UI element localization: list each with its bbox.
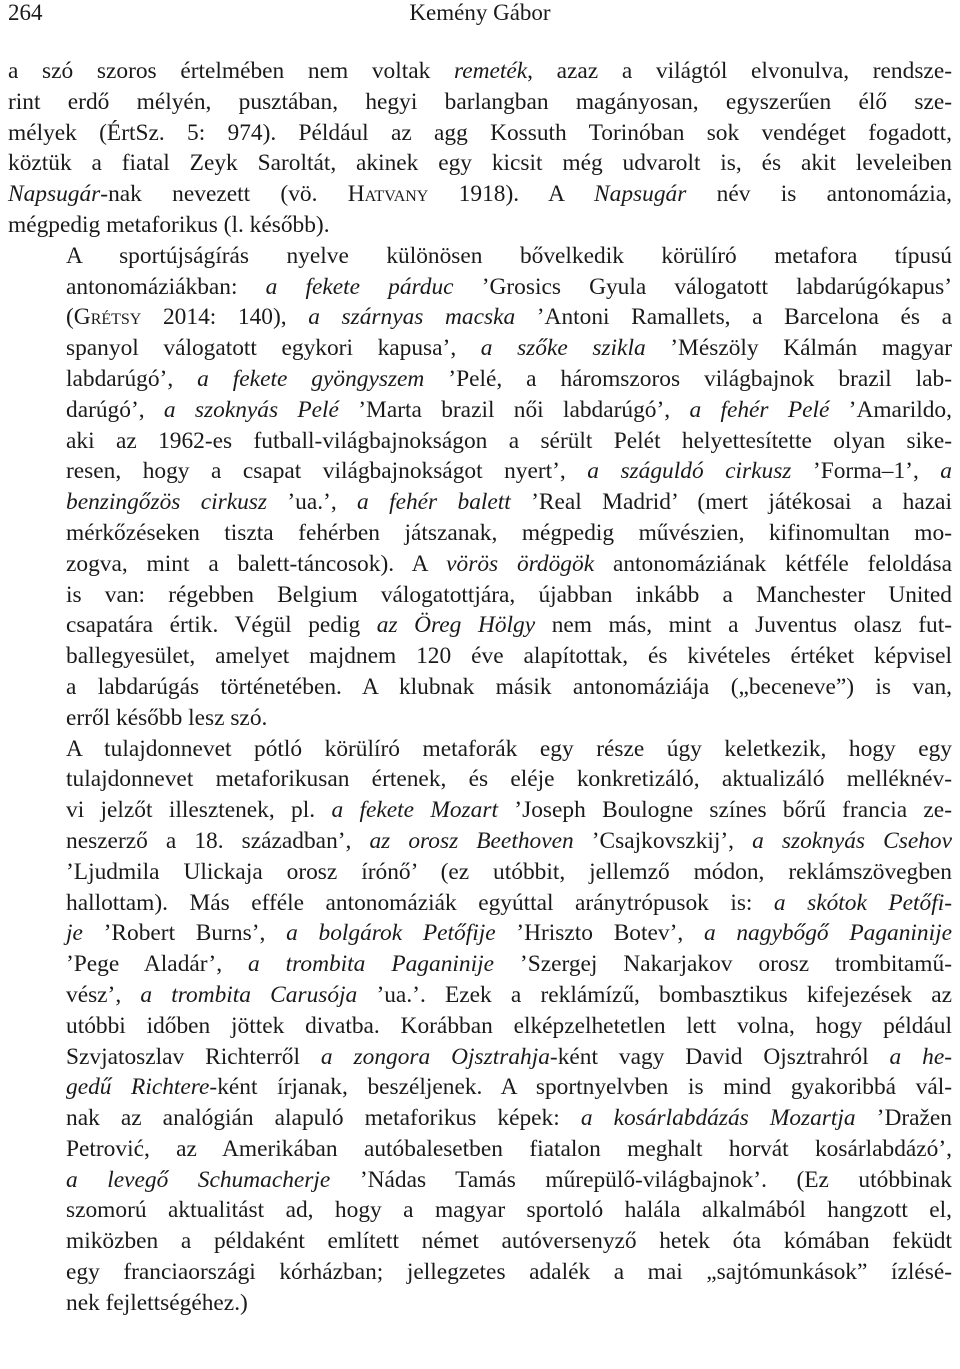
page-number: 264 — [8, 0, 43, 25]
text-line — [8, 1288, 952, 1319]
text-run: ’Csajkovszkij’, — [573, 827, 753, 854]
text-line — [8, 426, 952, 457]
italic-term: az Öreg Hölgy — [376, 612, 536, 639]
text-run: ’Hriszto Botev’, — [495, 920, 704, 947]
text-run: nek fejlettségéhez.) — [66, 1289, 248, 1316]
text-run: antonomáziának kétféle feloldása — [594, 550, 952, 577]
text-run: köztük a fiatal Zeyk Saroltát, akinek egy kicsit még udvarolt is, és akit leveleiben — [8, 150, 952, 177]
text-run: ’Joseph Boulogne színes bőrű francia ze- — [497, 797, 952, 824]
text-run: ’ua.’. Ezek a reklámízű, bombasztikus kifejezések az — [357, 981, 953, 1008]
text-run: egy franciaországi kórházban; jellegzetes adalék a mai „sajtómunkások” ízlésé- — [66, 1259, 952, 1286]
text-run: Petrović, az Amerikában autóbalesetben fiatalon meghalt horvát kosárlabdázó’, — [66, 1135, 952, 1162]
text-run: ’Robert Burns’, — [82, 920, 287, 947]
text-run: mégpedig metaforikus (l. később). — [8, 211, 330, 238]
text-run: ’Marta brazil női labdarúgó’, — [338, 396, 690, 423]
text-run: név is antonomázia, — [686, 181, 952, 208]
italic-term: a fekete Mozart — [331, 797, 498, 824]
text-run: -ként írjanak, beszéljenek. A sportnyelvben is mind gyakoribbá vál- — [209, 1074, 952, 1101]
text-line — [8, 179, 952, 210]
italic-term: a szoknyás Csehov — [752, 827, 952, 854]
italic-term: Napsugár — [8, 181, 101, 208]
text-run: rint erdő mélyén, pusztában, hegyi barlangban magányosan, egyszerűen élő sze- — [8, 88, 952, 115]
text-line — [8, 1195, 952, 1226]
text-run: is van: régebben Belgium válogatottjára, újabban inkább a Manchester United — [66, 581, 952, 608]
text-line — [8, 364, 952, 395]
text-run: ’Forma–1’, — [791, 458, 941, 485]
text-run: mérkőzéseken tiszta fehérben játszanak, mégpedig művészien, kifinomultan mo- — [66, 519, 952, 546]
text-line — [8, 764, 952, 795]
text-line — [8, 272, 952, 303]
text-line — [8, 487, 952, 518]
italic-term: a nagybőgő Paganinije — [703, 920, 952, 947]
text-line — [8, 333, 952, 364]
italic-term: a trombita Paganinije — [248, 951, 494, 978]
text-run: ’Real Madrid’ (mert játékosai a hazai — [510, 489, 952, 516]
italic-term: a he- — [889, 1043, 953, 1070]
italic-term: a fekete párduc — [265, 273, 454, 300]
text-run: 2014: 140), — [141, 304, 309, 331]
text-run: darúgó’, — [66, 396, 164, 423]
text-line — [8, 456, 952, 487]
running-head: Kemény Gábor — [409, 0, 551, 25]
text-run: ’Dražen — [855, 1105, 952, 1132]
italic-term: a szőke szikla — [480, 335, 646, 362]
text-run: , azaz a világtól elvonulva, rendsze- — [527, 58, 952, 84]
text-run: ’Szergej Nakarjakov orosz trombitamű- — [493, 951, 952, 978]
text-line — [8, 610, 952, 641]
text-run: hallottam). Más efféle antonomáziák egyúttal aránytrópusok is: — [66, 889, 774, 916]
italic-term: je — [66, 920, 83, 947]
text-line — [8, 734, 952, 765]
italic-term: az orosz Beethoven — [369, 827, 574, 854]
text-run: ’ua.’, — [266, 489, 358, 516]
text-line — [8, 826, 952, 857]
text-line — [8, 1257, 952, 1288]
italic-term: Napsugár — [594, 181, 687, 208]
italic-term: benzingőzös cirkusz — [66, 489, 267, 516]
text-run: 1918). A — [428, 181, 595, 208]
italic-term: a szárnyas macska — [308, 304, 516, 331]
text-line — [8, 795, 952, 826]
text-run: zogva, mint a balett-táncosok). A — [66, 550, 447, 577]
text-run: ( — [66, 304, 74, 331]
paragraph — [8, 734, 952, 1319]
text-run: mélyek (ÉrtSz. 5: 974). Például az agg Kossuth Torinóban sok vendéget fogadott, — [8, 119, 952, 146]
text-line — [8, 888, 952, 919]
text-run: nem más, mint a Juventus olasz fut- — [535, 612, 952, 639]
text-run: miközben a példaként említett német autóversenyző hetek óta kómában feküdt — [66, 1228, 952, 1255]
text-run: erről később lesz szó. — [66, 704, 268, 731]
text-line — [8, 87, 952, 118]
author-name: Hatvany — [347, 181, 429, 208]
text-line — [8, 1042, 952, 1073]
italic-term: a száguldó cirkusz — [587, 458, 792, 485]
text-line — [8, 148, 952, 179]
author-name: Grétsy — [73, 304, 142, 331]
text-line — [8, 1103, 952, 1134]
text-run: tulajdonnevet metaforikusan értenek, és eléje konkretizáló, aktualizáló melléknév- — [66, 766, 952, 793]
paragraph — [8, 241, 952, 734]
text-line — [8, 1134, 952, 1165]
text-run: Szvjatoszlav Richterről — [66, 1043, 321, 1070]
text-run: neszerző a 18. században’, — [66, 827, 370, 854]
italic-term: a bolgárok Petőfije — [286, 920, 496, 947]
paragraph — [8, 56, 952, 241]
text-run: vi jelzőt illesztenek, pl. — [66, 797, 332, 824]
text-line — [8, 118, 952, 149]
text-line — [8, 56, 952, 87]
text-run: ’Antoni Ramallets, a Barcelona és a — [515, 304, 953, 331]
text-run: -nak nevezett (vö. — [100, 181, 348, 208]
text-run: A tulajdonnevet pótló körülíró metaforák egy része úgy keletkezik, hogy egy — [66, 735, 952, 762]
text-run: ’Pege Aladár’, — [66, 951, 249, 978]
text-run: A sportújságírás nyelve különösen bővelkedik körülíró metafora típusú — [66, 242, 952, 269]
text-line — [8, 1072, 952, 1103]
text-run: a szó szoros értelmében nem voltak — [8, 58, 454, 84]
text-run: ’Ljudmila Ulickaja orosz írónő’ (ez utóbbit, jellemző módon, reklámszövegben — [66, 858, 952, 885]
italic-term: a zongora Ojsztrahja — [320, 1043, 550, 1070]
text-run: antonomáziákban: — [66, 273, 266, 300]
text-line — [8, 1165, 952, 1196]
text-line — [8, 549, 952, 580]
italic-term: a trombita Carusója — [140, 981, 358, 1008]
text-run: csapatára értik. Végül pedig — [66, 612, 377, 639]
italic-term: a fekete gyöngyszem — [197, 365, 425, 392]
italic-term: gedű Richtere — [66, 1074, 210, 1101]
text-line — [8, 641, 952, 672]
italic-term: a szoknyás Pelé — [163, 396, 339, 423]
text-line — [8, 302, 952, 333]
text-line — [8, 1226, 952, 1257]
text-line — [8, 1011, 952, 1042]
italic-term: a — [940, 458, 952, 485]
text-line — [8, 918, 952, 949]
text-run: spanyol válogatott egykori kapusa’, — [66, 335, 481, 362]
text-run: aki az 1962-es futball-világbajnokságon a sérült Pelét helyettesítette olyan sike- — [66, 427, 952, 454]
text-line — [8, 672, 952, 703]
text-run: resen, hogy a csapat világbajnokságot nyert’, — [66, 458, 588, 485]
italic-term: a fehér balett — [357, 489, 511, 516]
text-run: ’Nádas Tamás műrepülő-világbajnok’. (Ez utóbbinak — [330, 1166, 952, 1193]
text-line — [8, 857, 952, 888]
italic-term: a kosárlabdázás Mozartja — [580, 1105, 856, 1132]
body-text — [8, 56, 952, 1319]
text-run: ballegyesület, amelyet majdnem 120 éve alapítottak, és kivételes értéket képvisel — [66, 643, 952, 670]
text-run: utóbbi időben jöttek divatba. Korábban elképzelhetetlen lett volna, hogy például — [66, 1012, 952, 1039]
text-line — [8, 210, 952, 241]
text-run: vész’, — [66, 981, 141, 1008]
italic-term: a fehér Pelé — [689, 396, 830, 423]
text-line — [8, 395, 952, 426]
italic-term: a levegő Schumacherje — [66, 1166, 331, 1193]
text-run: ’Pelé, a háromszoros világbajnok brazil lab- — [424, 365, 952, 392]
text-run: -ként vagy David Ojsztrahról — [549, 1043, 890, 1070]
italic-term: vörös ördögök — [446, 550, 595, 577]
text-run: ’Amarildo, — [829, 396, 952, 423]
text-line — [8, 703, 952, 734]
text-line — [8, 949, 952, 980]
italic-term: a skótok Petőfi- — [773, 889, 952, 916]
text-run: ’Mészöly Kálmán magyar — [645, 335, 952, 362]
text-run: labdarúgó’, — [66, 365, 198, 392]
text-run: ’Grosics Gyula válogatott labdarúgókapus’ — [453, 273, 952, 300]
italic-term: remeték — [453, 58, 528, 84]
page-header — [8, 0, 952, 40]
text-line — [8, 518, 952, 549]
text-run: nak az analógián alapuló metaforikus képek: — [66, 1105, 581, 1132]
text-run: szomorú aktualitást ad, hogy a magyar sportoló halála alkalmából hangzott el, — [66, 1197, 952, 1224]
text-line — [8, 980, 952, 1011]
text-line — [8, 580, 952, 611]
text-line — [8, 241, 952, 272]
text-run: a labdarúgás történetében. A klubnak másik antonomáziája („beceneve”) is van, — [66, 673, 952, 700]
